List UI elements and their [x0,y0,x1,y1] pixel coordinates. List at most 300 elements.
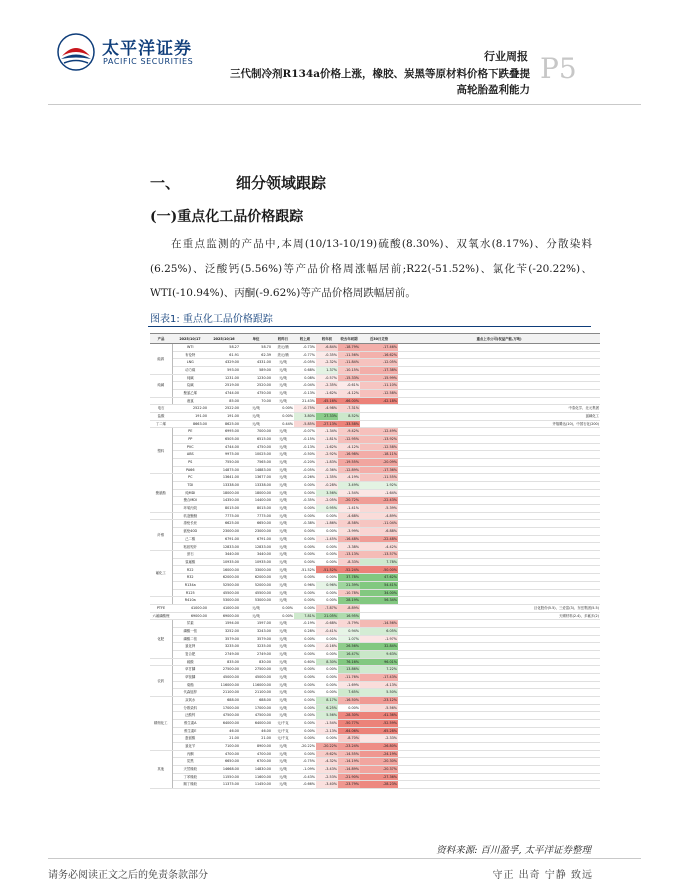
cell-y: 7.65% [338,689,360,697]
report-type: 行业周报 [484,50,528,63]
cell-prod: R410a [172,597,208,605]
cell-y: -66.00% [338,397,360,405]
table-row [150,597,600,605]
cell-w: -1.81% [316,436,338,444]
cell-w: -2.53% [316,773,338,781]
cell-w: 0.00% [316,543,338,551]
cell-d: -0.66% [294,781,316,789]
cell-d: -0.50% [294,451,316,459]
cell-d: 21.43% [294,397,316,405]
cell-ly: -28.23% [360,781,398,789]
cell-unit: 元/吨 [272,742,294,750]
cell-unit: 元/吨 [272,374,294,382]
column-header: 2025/10/16 [208,334,240,344]
trend-sparkline-cell [398,719,600,727]
cell-p1: 53000.00 [208,597,240,605]
cell-p0: 2520.00 [240,382,272,390]
subsection-heading: (一)重点化工品价格跟踪 [150,209,304,225]
cell-p0: 8015.00 [240,505,272,513]
cell-w: -1.45% [316,535,338,543]
cell-p0: 12833.00 [240,543,272,551]
cell-p1: 3440.00 [208,551,240,559]
cell-p1: 64000.00 [208,719,240,727]
report-title-line-2: 高轮胎盈利能力 [456,84,530,96]
cell-ly: -24.19% [360,750,398,758]
cell-p1: 21100.00 [208,689,240,697]
trend-sparkline-cell [360,420,398,428]
cell-p0: 11600.00 [240,773,272,781]
cell-cat [150,658,172,666]
table-row [150,367,600,375]
cell-unit: 元/吨 [272,543,294,551]
cell-p1: 14350.00 [208,497,240,505]
cell-ly: 34.00% [360,589,398,597]
cell-p0: 17000.00 [240,704,272,712]
cell-d: 0.00% [294,489,316,497]
cell-y: -23.79% [338,781,360,789]
cell-unit: 元/吨 [272,635,294,643]
cell-ly: -17.46% [360,344,398,352]
cell-y: -3.38% [338,543,360,551]
cell-d: 0.44% [272,420,294,428]
column-header: 较昨日 [272,334,294,344]
cell-w: 0.00% [316,558,338,566]
cell-unit: 元/吨 [272,681,294,689]
table-row [150,566,600,574]
cell-prod: 液氯 [172,397,208,405]
cell-ly: 47.62% [360,574,398,582]
cell-p1: 17000.00 [208,704,240,712]
cell-y: -14.19% [338,758,360,766]
cell-unit: 元/吨 [272,673,294,681]
cell-d: 0.00% [294,689,316,697]
cell-prod: 电石 [150,405,172,413]
cell-d: 0.08% [294,374,316,382]
cell-p0: 11450.00 [240,781,272,789]
section-heading [150,172,326,193]
cell-y: -11.76% [338,673,360,681]
cell-p1: 45500.00 [208,589,240,597]
cell-p0: 13338.00 [240,482,272,490]
cell-d: 0.00% [294,719,316,727]
trend-sparkline-cell [398,528,600,536]
cell-d: -0.38% [294,520,316,528]
cell-d: -0.35% [294,497,316,505]
table-row [150,612,600,620]
cell-ly: -12.05% [360,359,398,367]
cell-ly: -13.92% [360,436,398,444]
cell-p0: 6791.00 [240,535,272,543]
cell-y: -28.30% [338,712,360,720]
cell-p1: 18000.00 [208,489,240,497]
footer-disclaimer: 请务必阅读正文之后的免责条款部分 [48,870,208,881]
cell-y: -64.06% [338,727,360,735]
trend-sparkline-cell [398,489,600,497]
cell-p0: 7000.00 [240,428,272,436]
trend-sparkline-cell [398,359,600,367]
brand-name-cn: 太平洋证券 [102,39,192,59]
cell-y: 13.86% [338,666,360,674]
cell-prod: 复合肥 [172,650,208,658]
cell-p0: 4750.00 [240,443,272,451]
cell-w: -0.16% [316,643,338,651]
cell-y: -3.99% [338,528,360,536]
trend-sparkline-cell [398,512,600,520]
cell-y: -15.33% [338,374,360,382]
cell-d: 0.00% [272,413,294,421]
cell-p1: 6995.00 [208,428,240,436]
cell-prod: ABS [172,451,208,459]
cell-p0: 2749.00 [240,650,272,658]
trend-sparkline-cell [398,566,600,574]
body-paragraph: 在重点监测的产品中,本周(10/13-10/19)硫酸(8.30%)、双氧水(8.17%)、分散染料(6.25%)、泛酸钙(5.56%)等产品价格周涨幅居前;R22(-51.52%)、氯化苄(-20.22%)、WTI(-10.94%)、丙酮(-9.62%)等产品价格周跌幅居前。 [150,238,592,299]
cell-d: -0.13% [294,390,316,398]
cell-ly: -22.48% [360,535,398,543]
table-row [150,436,600,444]
cell-p1: 688.00 [208,696,240,704]
cell-cat: 能源 [150,344,172,375]
cell-unit: 元/吨 [272,712,294,720]
cell-ly: -4.89% [360,512,398,520]
trend-sparkline-cell [398,482,600,490]
trend-sparkline-cell [398,666,600,674]
cell-ly: -11.10% [360,382,398,390]
cell-w: -45.16% [316,397,338,405]
cell-p0: 6515.00 [240,436,272,444]
trend-sparkline-cell [360,612,398,620]
cell-w: 0.00% [316,512,338,520]
table-row [150,673,600,681]
cell-w: -1.62% [316,443,338,451]
cell-p1: 3252.00 [208,627,240,635]
cell-w: 0.00% [316,650,338,658]
cell-prod: 磷酸一铵 [172,627,208,635]
cell-y: -4.98% [316,405,338,413]
cell-y: -13.13% [338,551,360,559]
column-header: 较上周 [294,334,316,344]
cell-d: 0.00% [294,558,316,566]
cell-d: 0.00% [294,512,316,520]
column-header: 近30日走势 [360,334,398,344]
cell-p0: 27500.00 [240,666,272,674]
price-tracking-table [150,333,600,789]
cell-p1: 12833.00 [208,543,240,551]
cell-p1: 4700.00 [208,750,240,758]
cell-w: 6.25% [316,704,338,712]
cell-cat: 精细化工 [150,696,172,750]
cell-p1: 593.00 [208,367,240,375]
trend-sparkline-cell [398,558,600,566]
cell-d: 0.00% [294,574,316,582]
cell-cat: 农药 [150,666,172,697]
cell-w: -0.57% [316,374,338,382]
cell-d: -0.77% [294,351,316,359]
trend-sparkline-cell [398,344,600,352]
cell-y: -1.54% [338,489,360,497]
cell-y: -20.72% [338,497,360,505]
trend-sparkline-cell [398,750,600,758]
cell-p1: 4744.00 [208,390,240,398]
cell-unit: 元/吨 [272,466,294,474]
cell-d: 0.00% [294,482,316,490]
table-row [150,413,600,421]
cell-y: -21.90% [338,773,360,781]
cell-ly: -13.57% [360,551,398,559]
cell-w: -3.43% [316,765,338,773]
cell-unit: 元/吨 [272,459,294,467]
cell-w: 3.80% [294,413,316,421]
cell-prod: 软泡聚醚 [172,512,208,520]
trend-sparkline-cell [398,543,600,551]
cell-unit: 元/吨 [272,482,294,490]
cell-prod: 六氟磷酸锂 [150,612,172,620]
trend-sparkline-cell [398,589,600,597]
cell-p0: 2522.00 [208,405,240,413]
cell-unit: 元/吨 [272,589,294,597]
cell-d: -0.05% [294,359,316,367]
cell-p1: 13641.00 [208,474,240,482]
cell-d: 0.00% [294,543,316,551]
column-header: 2025/10/17 [172,334,208,344]
cell-prod: 氨纶40D [172,528,208,536]
trend-sparkline-cell [398,367,600,375]
cell-corp: 氯碱化工 [398,413,600,421]
cell-ly: -23.12% [360,696,398,704]
cell-p0: 4331.00 [240,359,272,367]
cell-y: 28.19% [338,597,360,605]
cell-ly: -50.00% [360,566,398,574]
cell-p0: 8625.00 [208,420,240,428]
cell-d: -0.19% [294,620,316,628]
cell-p0: 52000.00 [240,581,272,589]
table-row [150,359,600,367]
cell-y: -1.69% [338,681,360,689]
cell-unit: 元/吨 [272,390,294,398]
table-row [150,742,600,750]
cell-d: 0.28% [294,627,316,635]
cell-w: 0.00% [316,635,338,643]
cell-w: 0.00% [316,666,338,674]
trend-sparkline-cell [398,574,600,582]
cell-unit: 元/吨 [240,405,272,413]
cell-p1: 23000.00 [208,528,240,536]
cell-prod: 分散染料 [172,704,208,712]
cell-unit: 元/吨 [272,696,294,704]
trend-sparkline-cell [398,351,600,359]
cell-ly: 5.50% [360,689,398,697]
cell-prod: 泛酸钙 [172,712,208,720]
table-row [150,512,600,520]
table-row [150,773,600,781]
trend-sparkline-cell [398,459,600,467]
trend-sparkline-cell [398,382,600,390]
cell-cat: 纤维 [150,520,172,551]
cell-w: 0.96% [316,581,338,589]
cell-y: -8.58% [338,520,360,528]
table-row [150,466,600,474]
cell-prod: 蛋氨酸 [172,735,208,743]
pacific-securities-logo-icon [56,32,96,72]
cell-p0: 6650.00 [240,520,272,528]
column-header: 单位 [240,334,272,344]
cell-prod: 纯MDI [172,489,208,497]
table-row [150,505,600,513]
cell-corp: 天赐材料(2.4)、多氟多(2) [398,612,600,620]
cell-cat: 化肥 [150,620,172,658]
cell-w: -2.92% [316,451,338,459]
figure-title-rule [148,326,591,327]
cell-p1: 10935.00 [208,558,240,566]
trend-sparkline-cell [360,405,398,413]
table-row [150,420,600,428]
cell-y: -23.24% [338,742,360,750]
cell-unit: 元/吨 [272,497,294,505]
cell-w: -2.05% [316,497,338,505]
cell-p0: 53000.00 [240,597,272,605]
cell-d: 0.00% [294,650,316,658]
table-row [150,589,600,597]
cell-y: -4.19% [338,474,360,482]
cell-corp: 巨化股份(5.5)、三爱富(3)、东岳集团(5.5) [398,604,600,612]
cell-unit: 元/吨 [272,505,294,513]
cell-prod: 磷酸二铵 [172,635,208,643]
cell-unit: 元/吨 [272,428,294,436]
cell-unit: 元/吨 [240,413,272,421]
cell-ly: 56.34% [360,597,398,605]
cell-d: 0.00% [294,551,316,559]
cell-d: -0.20% [294,459,316,467]
price-tracking-table-wrapper [150,333,600,835]
trend-sparkline-cell [398,658,600,666]
cell-w: -0.35% [316,351,338,359]
cell-d: 0.00% [294,704,316,712]
table-row [150,604,600,612]
cell-p1: 4329.00 [208,359,240,367]
cell-cat: 其他 [150,750,172,788]
cell-p0: 41000.00 [208,604,240,612]
cell-y: 26.56% [338,643,360,651]
cell-d: 0.00% [294,635,316,643]
cell-w: -51.52% [316,566,338,574]
cell-ly: 32.84% [360,643,398,651]
cell-p1: 3579.00 [208,635,240,643]
table-row [150,497,600,505]
cell-p1: 191.00 [172,413,208,421]
cell-unit: 元/吨 [272,758,294,766]
table-row [150,650,600,658]
figure-source: 资料来源: 百川盈孚, 太平洋证券整理 [436,845,591,856]
cell-y: 21.05% [316,612,338,620]
cell-ly: -12.58% [360,390,398,398]
cell-ly: -16.62% [360,351,398,359]
brand-logo [56,30,206,80]
cell-w: -9.62% [316,750,338,758]
cell-p0: 8900.00 [240,742,272,750]
table-row [150,520,600,528]
trend-sparkline-cell [398,673,600,681]
cell-p0: 3235.00 [240,643,272,651]
cell-p0: 21100.00 [240,689,272,697]
cell-ly: -11.55% [360,474,398,482]
trend-sparkline-cell [398,535,600,543]
trend-sparkline-cell [398,689,600,697]
cell-cat: 聚氨酯 [150,474,172,512]
cell-d: 0.00% [294,597,316,605]
cell-p1: 21.00 [208,735,240,743]
cell-prod: 草铵膦 [172,673,208,681]
cell-unit: 元/吨 [272,643,294,651]
cell-cat [150,397,172,405]
cell-d: -0.05% [294,466,316,474]
cell-y: -16.50% [338,696,360,704]
cell-y: -9.42% [338,428,360,436]
cell-p0: 46.00 [240,727,272,735]
cell-y: 76.16% [338,658,360,666]
cell-p1: 2522.00 [172,405,208,413]
cell-unit: 元/千克 [272,719,294,727]
cell-prod: 聚合MDI [172,497,208,505]
table-row [150,581,600,589]
cell-ly: -20.09% [360,459,398,467]
cell-y: -16.48% [338,535,360,543]
cell-ly: -42.18% [360,397,398,405]
cell-prod: 氯化钾 [172,643,208,651]
cell-p0: 191.00 [208,413,240,421]
table-row [150,535,600,543]
cell-p1: 16000.00 [208,566,240,574]
cell-w: -20.22% [316,742,338,750]
cell-prod: 丁二烯 [150,420,172,428]
cell-cat: 纯碱 [150,374,172,397]
table-row [150,374,600,382]
cell-ly: -1.97% [360,635,398,643]
cell-d: 0.00% [294,750,316,758]
trend-sparkline-cell [398,627,600,635]
trend-sparkline-cell [398,597,600,605]
cell-prod: R125 [172,589,208,597]
cell-y: -52.24% [338,566,360,574]
cell-ly: 7.78% [360,558,398,566]
table-row [150,351,600,359]
cell-unit: 元/吨 [272,359,294,367]
cell-y: 3.49% [338,482,360,490]
cell-p1: 835.00 [208,658,240,666]
cell-p0: 47500.00 [240,712,272,720]
cell-prod: 炭黑 [172,758,208,766]
cell-d: -0.15% [294,436,316,444]
table-row [150,397,600,405]
cell-unit: 元/吨 [272,528,294,536]
table-row [150,719,600,727]
cell-p1: 1594.00 [208,620,240,628]
cell-ly: 96.01% [360,658,398,666]
cell-w: 7.81% [294,612,316,620]
cell-p1: 11550.00 [208,773,240,781]
cell-p1: 52500.00 [208,581,240,589]
cell-y: 0.00% [338,704,360,712]
cell-cat [150,597,172,605]
table-row [150,344,600,352]
footer-slogan: 守正 出奇 宁静 致远 [492,870,593,881]
cell-prod: LNG [172,359,208,367]
cell-ly: -5.56% [360,704,398,712]
cell-d: 0.00% [294,696,316,704]
cell-unit: 元/吨 [272,574,294,582]
column-header: 重点上市公司(权益产能,万吨) [398,334,600,344]
cell-prod: 维生素A [172,719,208,727]
trend-sparkline-cell [398,428,600,436]
cell-w: 0.00% [316,574,338,582]
